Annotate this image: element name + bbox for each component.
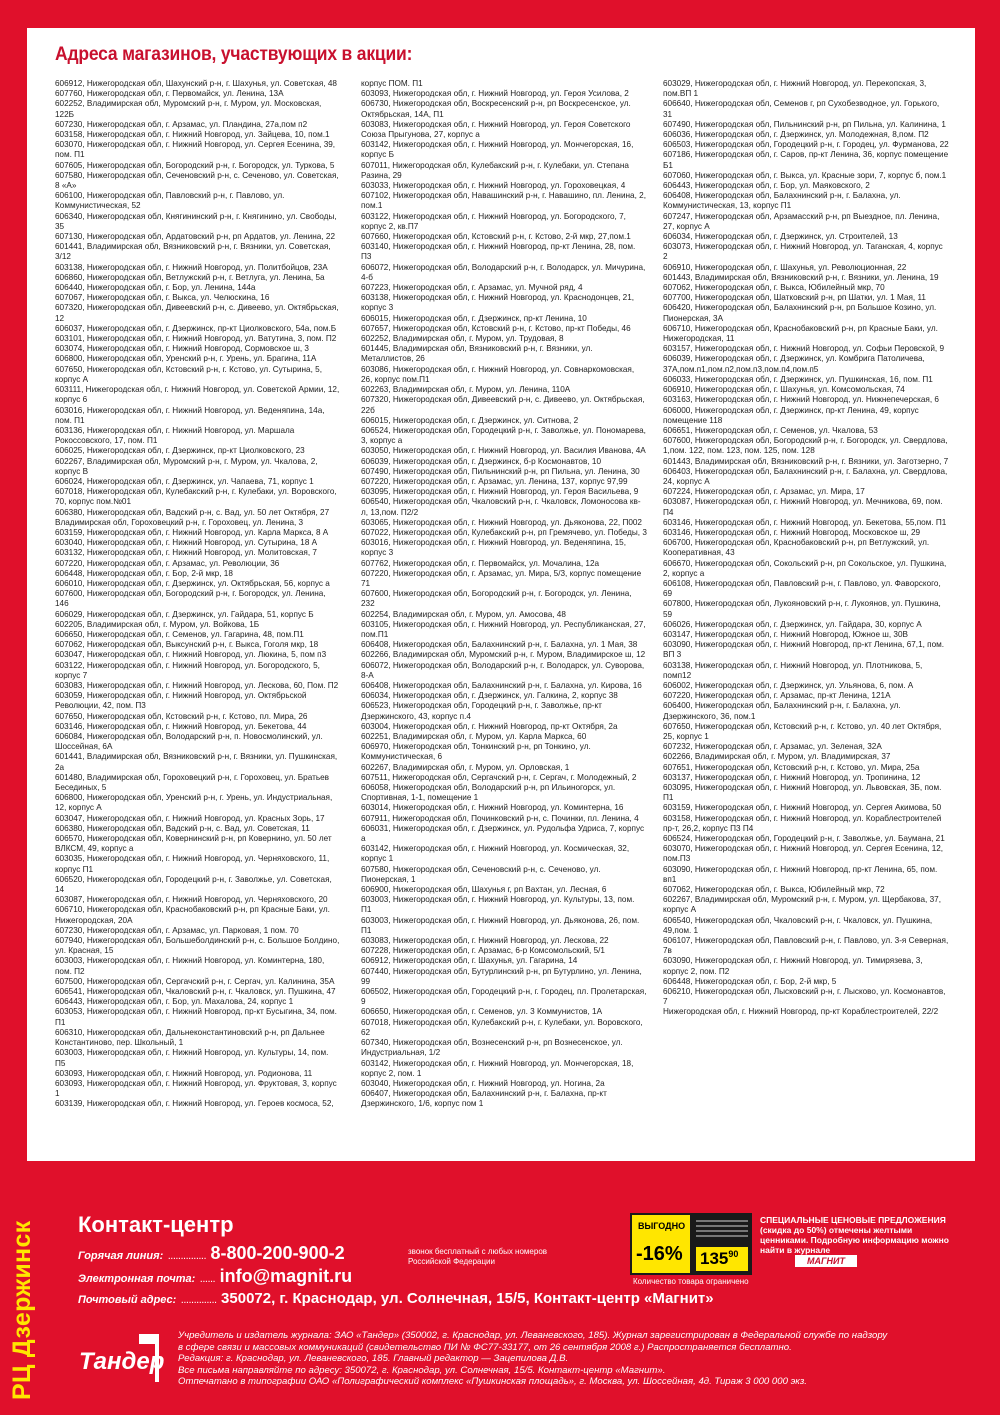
page-title: Адреса магазинов, участвующих в акции:	[55, 44, 413, 65]
store-address: 607062, Нижегородская обл, г. Выкса, Юбилейный мкр, 70	[663, 283, 885, 293]
store-address: 606651, Нижегородская обл, г. Семенов, ул. Чкалова, 53	[663, 425, 878, 435]
store-address: 603014, Нижегородская обл, г. Нижний Новгород, ул. Коминтерна, 16	[361, 803, 624, 813]
store-address: 606408, Нижегородская обл, Балахнинский р-н, г. Балахна, ул. 1 Мая, 38	[361, 640, 638, 650]
store-address: 603142, Нижегородская обл, г. Нижний Новгород, ул. Мончегорская, 18, корпус 2, пом. 1	[361, 1058, 634, 1078]
store-address: 603047, Нижегородская обл, г. Нижний Новгород, ул. Люкина, 5, пом п3	[55, 650, 327, 660]
store-address: 606710, Нижегородская обл, Краснобаковский р-н, рп Красные Баки, ул. Нижегородская, 11	[663, 323, 938, 344]
store-address: 607062, Нижегородская обл, г. Выкса, Юбилейный мкр, 72	[663, 885, 885, 895]
store-address: 606010, Нижегородская обл, г. Дзержинск, ул. Октябрьская, 56, корпус а	[55, 578, 330, 588]
store-address: 603122, Нижегородская обл, г. Нижний Новгород, ул. Богородского, 5, корпус 7	[55, 660, 320, 680]
store-address: 603050, Нижегородская обл, г. Нижний Новгород, ул. Василия Иванова, 4А	[361, 446, 646, 456]
store-address: 603111, Нижегородская обл, г. Нижний Новгород, ул. Советской Армии, 12, корпус 6	[55, 385, 340, 405]
store-address: 606910, Нижегородская обл, г. Шахунья, ул. Революционная, 22	[663, 262, 907, 272]
store-address: 607660, Нижегородская обл, Кстовский р-н, г. Кстово, 2-й мкр, 27,пом.1	[361, 232, 631, 242]
store-address: 607700, Нижегородская обл, Шатковский р-н, рп Шатки, ул. 1 Мая, 11	[663, 293, 926, 303]
legal-line: Редакция: г. Краснодар, ул. Леваневского, 185. Главный редактор — Зацепилова Д.В.	[178, 1353, 569, 1364]
store-address: 603033, Нижегородская обл, г. Нижний Новгород, ул. Гороховецкая, 4	[361, 181, 626, 191]
store-address: 602267, Владимирская обл, Муромский р-н, г. Муром, ул. Чкалова, 2, корпус В	[55, 456, 318, 476]
store-address: 607340, Нижегородская обл, Вознесенский р-н, рп Вознесенское, ул. Индустриальная, 1/2	[361, 1038, 623, 1058]
hotline-row	[78, 1243, 345, 1264]
store-address: 606540, Нижегородская обл, Чкаловский р-н, г. Чкаловск, ул. Пушкина, 49,пом. 1	[663, 915, 933, 935]
promo-price: $135^{90}$	[700, 1249, 739, 1268]
store-address: 606640, Нижегородская обл, Семенов г, рп Сухобезводное, ул. Горького, 31	[663, 99, 940, 119]
store-address: 607130, Нижегородская обл, Ардатовский р-н, рп Ардатов, ул. Ленина, 22	[55, 232, 336, 242]
store-address: 603095, Нижегородская обл, г. Нижний Новгород, ул. Героя Васильева, 9	[361, 487, 639, 497]
store-address: 603157, Нижегородская обл, г. Нижний Новгород, ул. Софьи Перовской, 9	[663, 344, 944, 354]
store-address: корпус ПОМ. П1	[361, 79, 423, 88]
store-address: 606440, Нижегородская обл, г. Бор, ул. Ленина, 144а	[55, 283, 256, 293]
store-address: 603101, Нижегородская обл, г. Нижний Новгород, ул. Ватутина, 3, пом. П2	[55, 334, 337, 344]
store-address: 606670, Нижегородская обл, Сокольский р-н, рп Сокольское, ул. Пушкина, 2, корпус а	[663, 558, 947, 578]
address-column-3	[663, 79, 949, 1154]
store-address: 606448, Нижегородская обл, г. Бор, 2-й мкр, 5	[663, 976, 837, 986]
store-address: 606650, Нижегородская обл, г. Семенов, ул. Гагарина, 48, пом.П1	[55, 629, 304, 639]
store-address: 606039, Нижегородская обл, г. Дзержинск, б-р Космонавтов, 10	[361, 456, 601, 466]
store-address: 603029, Нижегородская обл, г. Нижний Новгород, ул. Перекопская, 3, пом.ВП 1	[663, 79, 927, 99]
store-address: 602267, Владимирская обл, Муромский р-н, г. Муром, ул. Щербакова, 37, корпус А	[663, 895, 941, 915]
store-address: 606037, Нижегородская обл, г. Дзержинск, пр-кт Циолковского, 54а, пом.Б	[55, 323, 337, 333]
legal-line: в сфере связи и массовых коммуникаций (свидетельство ПИ № ФС77-33177, от 26 сентября 2008 г.) Распространяется бесплатно.	[178, 1341, 792, 1353]
store-address: 606072, Нижегородская обл, Володарский р-н, г. Володарск, ул. Мичурина, 4-б	[361, 262, 646, 282]
store-address: 606443, Нижегородская обл, г. Бор, ул. Махалова, 24, корпус 1	[55, 997, 294, 1007]
store-address: 606034, Нижегородская обл, г. Дзержинск, ул. Галкина, 2, корпус 38	[361, 691, 618, 701]
store-address: 603047, Нижегородская обл, г. Нижний Новгород, ул. Красных Зорь, 17	[55, 813, 325, 823]
store-address: 606107, Нижегородская обл, Павловский р-н, г. Павлово, ул. 3-я Северная, 7в	[663, 936, 949, 956]
store-address: 606015, Нижегородская обл, г. Дзержинск, пр-кт Ленина, 10	[361, 313, 587, 323]
hotline-number[interactable]: 8-800-200-900-2	[210, 1243, 345, 1263]
store-address: 603139, Нижегородская обл, г. Нижний Новгород, ул. Героев космоса, 52,	[55, 1099, 334, 1109]
store-address: 602267, Владимирская обл, г. Муром, ул. Орловская, 1	[361, 762, 570, 772]
store-address: 606860, Нижегородская обл, Ветлужский р-н, г. Ветлуга, ул. Ленина, 5а	[55, 272, 325, 282]
store-address: 606448, Нижегородская обл, г. Бор, 2-й мкр, 18	[55, 568, 233, 578]
store-address: 607600, Нижегородская обл, Богородский р-н, г. Богородск, ул. Свердлова, 1,пом. 122, пом. 123, пом. 125, пом. 128	[663, 436, 948, 456]
store-address: 607228, Нижегородская обл, г. Арзамас, 6-р Комсомольский, 5/1	[361, 946, 605, 956]
address-column-2	[361, 79, 647, 1154]
store-address: 603035, Нижегородская обл, г. Нижний Новгород, ул. Черняховского, 11, корпус П1	[55, 854, 330, 874]
promo-discount: -16%	[636, 1243, 683, 1265]
store-address: 606400, Нижегородская обл, Балахнинский р-н, г. Балахна, ул. Дзержинского, 36, пом.1	[663, 701, 901, 721]
store-address: 607490, Нижегородская обл, Пильнинский р-н, рп Пильна, ул. Ленина, 30	[361, 466, 640, 476]
store-address: 603083, Нижегородская обл, г. Нижний Новгород, ул. Лескова, 22	[361, 936, 609, 946]
store-address: 606912, Нижегородская обл, г. Шахунья, ул. Гагарина, 14	[361, 956, 578, 966]
store-address: 607220, Нижегородская обл, г. Арзамас, ул. Мира, 5/3, корпус помещение 71	[361, 568, 642, 588]
postal-dots: ..............	[180, 1294, 217, 1306]
legal-line: Учредитель и издатель журнала: ЗАО «Тандер» (350002, г. Краснодар, ул. Леваневского, 185). Журнал зарегистрирован в Федеральной службе по надзору	[178, 1330, 888, 1341]
store-address: 603146, Нижегородская обл, г. Нижний Новгород, ул. Бекетова, 44	[55, 721, 307, 731]
store-address: 603083, Нижегородская обл, г. Нижний Новгород, ул. Героя Советского Союза Прыгунова, 27, корпус а	[361, 119, 631, 140]
store-address: 606036, Нижегородская обл, г. Дзержинск, ул. Молодежная, 8,пом. П2	[663, 130, 929, 140]
store-address: 607762, Нижегородская обл, г. Первомайск, ул. Мочалина, 12а	[361, 558, 600, 568]
store-address: 607580, Нижегородская обл, Сеченовский р-н, с. Сеченово, ул. Советская, 8 «А»	[55, 170, 339, 191]
store-address: 606108, Нижегородская обл, Павловский р-н, г. Павлово, ул. Фаворского, 69	[663, 578, 941, 599]
store-address: 603040, Нижегородская обл, г. Нижний Новгород, ул. Сутырина, 18 А	[55, 538, 318, 548]
store-address: 607657, Нижегородская обл, Кстовский р-н, г. Кстово, пр-кт Победы, 46	[361, 323, 631, 333]
store-address: 606310, Нижегородская обл, Дальнеконстантиновский р-н, рп Дальнее Константиново, пер. Школьный, 1	[55, 1027, 325, 1048]
store-address: 606058, Нижегородская обл, Володарский р-н, рп Ильиногорск, ул. Спортивная, 1-1, помещение 1	[361, 783, 616, 803]
store-address: 606503, Нижегородская обл, Городецкий р-н, г. Городец, ул. Фурманова, 22	[663, 140, 949, 150]
store-address: 606000, Нижегородская обл, г. Дзержинск, пр-кт Ленина, 49, корпус помещение 118	[663, 405, 919, 425]
store-address: 606408, Нижегородская обл, Балахнинский р-н, г. Балахна, ул. Коммунистическая, 13, корпус П1	[663, 191, 901, 211]
store-address: 606029, Нижегородская обл, г. Дзержинск, ул. Гайдара, 51, корпус Б	[55, 609, 314, 619]
postal-address: 350072, г. Краснодар, ул. Солнечная, 15/5, Контакт-центр «Магнит»	[221, 1290, 714, 1307]
magnit-logo: МАГНИТ	[795, 1255, 857, 1267]
store-address: 607600, Нижегородская обл, Богородский р-н, г. Богородск, ул. Ленина, 232	[361, 589, 632, 609]
store-address: 607490, Нижегородская обл, Пильнинский р-н, рп Пильна, ул. Калинина, 1	[663, 119, 946, 129]
store-address: 603138, Нижегородская обл, г. Нижний Новгород, ул. Краснодонцев, 21, корпус 3	[361, 293, 635, 313]
store-address: 607320, Нижегородская обл, Дивеевский р-н, с. Дивеево, ул. Октябрьская, 12	[55, 303, 339, 323]
store-address: 606340, Нижегородская обл, Княгининский р-н, г. Княгинино, ул. Свободы, 35	[55, 211, 337, 231]
rc-label: РЦ Дзержинск	[8, 1220, 36, 1400]
store-address: 607223, Нижегородская обл, г. Арзамас, ул. Мучной ряд, 4	[361, 283, 583, 293]
email-row	[78, 1266, 352, 1287]
store-address: 603003, Нижегородская обл, г. Нижний Новгород, ул. Культуры, 14, пом. П5	[55, 1048, 329, 1068]
hotline-label: Горячая линия:	[78, 1250, 164, 1262]
email-label: Электронная почта:	[78, 1273, 196, 1285]
store-address: 606910, Нижегородская обл, г. Шахунья, ул. Комсомольская, 74	[663, 385, 905, 395]
store-address: 606408, Нижегородская обл, Балахнинский р-н, г. Балахна, ул. Кирова, 16	[361, 680, 642, 690]
store-address: 603087, Нижегородская обл, г. Нижний Новгород, ул. Черняховского, 20	[55, 895, 328, 905]
store-address: 601441, Владимирская обл, Вязниковский р-н, г. Вязники, ул. Пушкинская, 2а	[55, 752, 338, 772]
store-address: 606540, Нижегородская обл, Чкаловский р-н, г. Чкаловск, Ломоносова кв-л, 13,пом. П2/2	[361, 497, 641, 517]
store-address: 607650, Нижегородская обл, Кстовский р-н, г. Кстово, ул. Сутырина, 5, корпус А	[55, 364, 322, 384]
address-column-1	[55, 79, 341, 1154]
store-address: 607067, Нижегородская обл, г. Выкса, ул. Челюскина, 16	[55, 293, 270, 303]
store-address: 607940, Нижегородская обл, Большеболдинский р-н, с. Большое Болдино, ул. Красная, 15	[55, 936, 340, 956]
store-address: 606523, Нижегородская обл, Городецкий р-н, г. Заволжье, пр-кт Дзержинского, 43, корпус п.4	[361, 701, 602, 721]
store-address: 603142, Нижегородская обл, г. Нижний Новгород, ул. Космическая, 32, корпус 1	[361, 844, 630, 864]
store-address: 606015, Нижегородская обл, г. Дзержинск, ул. Ситнова, 2	[361, 415, 579, 425]
store-address: 606210, Нижегородская обл, Лысковский р-н, г. Лысково, ул. Космонавтов, 7	[663, 987, 946, 1007]
store-address: 603059, Нижегородская обл, г. Нижний Новгород, ул. Октябрьской Революции, 42, пом. П3	[55, 691, 307, 711]
store-address: 606407, Нижегородская обл, Балахнинский р-н, г. Балахна, пр-кт Дзержинского, 1/6, корпус пом 1	[361, 1089, 607, 1109]
promo-price-box	[696, 1247, 748, 1271]
store-address: 603086, Нижегородская обл, г. Нижний Новгород, ул. Совнаркомовская, 26, корпус пом.П1	[361, 364, 635, 384]
store-address: 603004, Нижегородская обл, г. Нижний Новгород, пр-кт Октября, 2а	[361, 721, 618, 731]
store-address: 603093, Нижегородская обл, г. Нижний Новгород, ул. Героя Усилова, 2	[361, 89, 629, 99]
store-address: 603087, Нижегородская обл, г. Нижний Новгород, ул. Мечникова, 69, пом. П4	[663, 497, 943, 517]
store-address: 606024, Нижегородская обл, г. Дзержинск, ул. Чапаева, 71, корпус 1	[55, 476, 314, 486]
store-address: 603070, Нижегородская обл, г. Нижний Новгород, ул. Сергея Есенина, 39, пом. П1	[55, 140, 336, 160]
tander-logo	[79, 1328, 165, 1386]
store-address: 607018, Нижегородская обл, Кулебакский р-н, г. Кулебаки, ул. Воровского, 70, корпус пом.№01	[55, 487, 337, 507]
store-address: 607760, Нижегородская обл, г. Первомайск, ул. Ленина, 13А	[55, 89, 284, 99]
store-address: 603065, Нижегородская обл, г. Нижний Новгород, ул. Дьяконова, 22, П002	[361, 517, 642, 527]
store-address: 603090, Нижегородская обл, г. Нижний Новгород, пр-кт Ленина, 67,1, пом. ВП 3	[663, 640, 945, 660]
store-address: 607220, Нижегородская обл, г. Арзамас, ул. Ленина, 137, корпус 97,99	[361, 476, 628, 486]
store-address: 607800, Нижегородская обл, Лукояновский р-н, г. Лукоянов, ул. Пушкина, 59	[663, 599, 941, 619]
store-address: 606072, Нижегородская обл, Володарский р-н, г. Володарск, ул. Суворова, 8-А	[361, 660, 645, 680]
store-address: 607440, Нижегородская обл, Бутурлинский р-н, рп Бутурлино, ул. Ленина, 99	[361, 966, 642, 986]
store-address: 603073, Нижегородская обл, г. Нижний Новгород, ул. Таганская, 4, корпус 2	[663, 242, 943, 262]
store-address: 606650, Нижегородская обл, г. Семенов, ул. 3 Коммунистов, 1А	[361, 1007, 603, 1017]
store-address: 607022, Нижегородская обл, Кулебакский р-н, рп Гремячево, ул. Победы, 3	[361, 527, 647, 537]
store-address: 607650, Нижегородская обл, Кстовский р-н, г. Кстово, ул. 40 лет Октября, 25, корпус 1	[663, 721, 942, 741]
store-address: 607230, Нижегородская обл, г. Арзамас, ул. Парковая, 1 пом. 70	[55, 925, 299, 935]
store-address: 602266, Владимирская обл, г. Муром, ул. Владимирская, 37	[663, 752, 891, 762]
store-address: 606800, Нижегородская обл, Уренский р-н, г. Урень, ул. Индустриальная, 12, корпус А	[55, 793, 333, 813]
store-address: 603158, Нижегородская обл, г. Нижний Новгород, ул. Зайцева, 10, пом.1	[55, 130, 330, 140]
postal-row	[78, 1290, 714, 1308]
store-address: 602266, Владимирская обл, Муромский р-н, г. Муром, Владимирское ш, 12	[361, 650, 646, 660]
store-address: 603147, Нижегородская обл, г. Нижний Новгород, Южное ш, 30В	[663, 629, 908, 639]
store-address: 606710, Нижегородская обл, Краснобаковский р-н, рп Красные Баки, ул. Нижегородская, 20А	[55, 905, 330, 925]
store-address: 603093, Нижегородская обл, г. Нижний Новгород, ул. Родионова, 11	[55, 1068, 313, 1078]
store-address: 603003, Нижегородская обл, г. Нижний Новгород, ул. Дьяконова, 26, пом. П1	[361, 915, 640, 935]
store-address: 606443, Нижегородская обл, г. Бор, ул. Маяковского, 2	[663, 181, 870, 191]
store-address: 603053, Нижегородская обл, г. Нижний Новгород, пр-кт Бусыгина, 34, пом. П1	[55, 1007, 337, 1027]
store-address: 606524, Нижегородская обл, Городецкий р-н, г. Заволжье, ул. Баумана, 21	[663, 834, 945, 844]
store-address: 606570, Нижегородская обл, Ковернинский р-н, рп Ковернино, ул. 50 лет ВЛКСМ, 49, корпус а	[55, 834, 332, 854]
store-address: 602254, Владимирская обл, г. Муром, ул. Амосова, 48	[361, 609, 566, 619]
tander-logo-text: Тандер	[79, 1348, 165, 1375]
store-address: 603138, Нижегородская обл, г. Нижний Новгород, ул. Политбойцов, 23А	[55, 262, 328, 272]
legal-info	[178, 1330, 978, 1388]
store-address: 607220, Нижегородская обл, г. Арзамас, ул. Революции, 36	[55, 558, 280, 568]
store-address: 603090, Нижегородская обл, г. Нижний Новгород, ул. Тимирязева, 3, корпус 2, пом. П2	[663, 956, 923, 976]
store-address: 607911, Нижегородская обл, Починковский р-н, с. Починки, пл. Ленина, 4	[361, 813, 639, 823]
store-address: 607102, Нижегородская обл, Навашинский р-н, г. Навашино, пл. Ленина, 2, пом.1	[361, 191, 646, 211]
store-address: 603003, Нижегородская обл, г. Нижний Новгород, ул. Культуры, 13, пом. П1	[361, 895, 635, 915]
store-address: Нижегородская обл, г. Нижний Новгород, пр-кт Кораблестроителей, 22/2	[663, 1007, 939, 1017]
hotline-dots: ...............	[167, 1250, 207, 1262]
store-address: 601443, Владимирская обл, Вязниковский р-н, г. Вязники, ул. Ленина, 19	[663, 272, 939, 282]
store-address: 607062, Нижегородская обл, Выксунский р-н, г. Выкса, Гоголя мкр, 18	[55, 640, 319, 650]
store-address: 606033, Нижегородская обл, г. Дзержинск, ул. Пушкинская, 16, пом. П1	[663, 374, 933, 384]
store-address: 603074, Нижегородская обл, г. Нижний Новгород, Сормовское ш, 3	[55, 344, 309, 354]
store-address: 603003, Нижегородская обл, г. Нижний Новгород, ул. Коминтерна, 180, пом. П2	[55, 956, 325, 976]
store-address: 601445, Владимирская обл, Вязниковский р-н, г. Вязники, ул. Металлистов, 26	[361, 344, 593, 364]
store-address: 602252, Владимирская обл, г. Муром, ул. Трудовая, 8	[361, 334, 564, 344]
store-address: 602251, Владимирская обл, г. Муром, ул. Карла Маркса, 60	[361, 732, 587, 741]
promo-text-lines	[696, 1217, 748, 1240]
store-address: 607186, Нижегородская обл, г. Саров, пр-кт Ленина, 36, корпус помещение Б1	[663, 150, 949, 170]
store-address: 606900, Нижегородская обл, Шахунья г, рп Вахтан, ул. Лесная, 6	[361, 885, 607, 895]
store-address: 606084, Нижегородская обл, Володарский р-н, п. Новосмолинский, ул. Шоссейная, 6А	[55, 732, 323, 752]
store-address: 606520, Нижегородская обл, Городецкий р-н, г. Заволжье, ул. Советская, 14	[55, 874, 332, 895]
special-offers-text: СПЕЦИАЛЬНЫЕ ЦЕНОВЫЕ ПРЕДЛОЖЕНИЯ (скидка до 50%) отмечены желтыми ценниками. Подробную информацию можно найти в журнале	[760, 1215, 949, 1255]
store-address: 607230, Нижегородская обл, г. Арзамас, ул. Пландина, 27а,пом п2	[55, 119, 308, 129]
store-address: 603095, Нижегородская обл, г. Нижний Новгород, ул. Львовская, 3Б, пом. П1	[663, 783, 942, 803]
store-address: 603105, Нижегородская обл, г. Нижний Новгород, ул. Республиканская, 27, пом.П1	[361, 619, 646, 639]
store-address: 607060, Нижегородская обл, г. Выкса, ул. Красные зори, 7, корпус б, пом.1	[663, 170, 947, 180]
store-address: 607651, Нижегородская обл, Кстовский р-н, г. Кстово, ул. Мира, 25а	[663, 762, 920, 772]
store-address: 607018, Нижегородская обл, Кулебакский р-н, г. Кулебаки, ул. Воровского, 62	[361, 1017, 643, 1037]
promo-price-tag	[630, 1213, 752, 1275]
store-address: 603090, Нижегородская обл, г. Нижний Новгород, пр-кт Ленина, 65, пом. вп1	[663, 864, 938, 884]
store-address: 601480, Владимирская обл, Гороховецкий р-н, г. Гороховец, ул. Братьев Бесединых, 5	[55, 772, 330, 793]
contact-center-title: Контакт-центр	[78, 1212, 234, 1237]
store-address: 606034, Нижегородская обл, г. Дзержинск, ул. Строителей, 13	[663, 232, 898, 242]
store-address: 606730, Нижегородская обл, Воскресенский р-н, рп Воскресенское, ул. Октябрьская, 14А, П1	[361, 99, 631, 119]
store-address: 606039, Нижегородская обл, г. Дзержинск, ул. Комбрига Патоличева, 37А,пом.п1,пом.п2,пом.п3,пом.п4,пом.п5	[663, 354, 925, 374]
store-address: 606380, Нижегородская обл, Вадский р-н, с. Вад, ул. 50 лет Октября, 27	[55, 507, 330, 517]
store-address: 603083, Нижегородская обл, г. Нижний Новгород, ул. Лескова, 60, Пом. П2	[55, 680, 339, 690]
store-address: 603138, Нижегородская обл, г. Нижний Новгород, ул. Плотникова, 5, помп12	[663, 660, 923, 680]
store-address: 606100, Нижегородская обл, Павловский р-н, г. Павлово, ул. Коммунистическая, 52	[55, 191, 285, 211]
store-address: 606031, Нижегородская обл, г. Дзержинск, ул. Рудольфа Удриса, 7, корпус а	[361, 823, 645, 844]
store-address: 603142, Нижегородская обл, г. Нижний Новгород, ул. Мончегорская, 16, корпус Б	[361, 140, 634, 160]
store-address: 606403, Нижегородская обл, Балахнинский р-н, г. Балахна, ул. Свердлова, 24, корпус А	[663, 466, 948, 486]
store-address: 607650, Нижегородская обл, Кстовский р-н, г. Кстово, пл. Мира, 26	[55, 711, 308, 721]
store-address: 607320, Нижегородская обл, Дивеевский р-н, с. Дивеево, ул. Октябрьская, 22б	[361, 395, 645, 415]
store-address: 601441, Владимирская обл, Вязниковский р-н, г. Вязники, ул. Советская, 3/12	[55, 242, 331, 262]
store-address: 607224, Нижегородская обл, г. Арзамас, ул. Мира, 17	[663, 487, 865, 497]
store-address: 606025, Нижегородская обл, г. Дзержинск, пр-кт Циолковского, 23	[55, 446, 305, 456]
store-address: 606502, Нижегородская обл, Городецкий р-н, г. Городец, пл. Пролетарская, 9	[361, 987, 647, 1007]
store-address: 606541, Нижегородская обл, Чкаловский р-н, г. Чкаловск, ул. Пушкина, 47	[55, 987, 336, 997]
store-address: 607511, Нижегородская обл, Сергачский р-н, г. Сергач, г. Молодежный, 2	[361, 772, 637, 782]
store-address: 606420, Нижегородская обл, Балахнинский р-н, рп Большое Козино, ул. Пионерская, 3А	[663, 303, 937, 323]
hotline-note: звонок бесплатный с любых номеров Российской Федерации	[408, 1247, 548, 1266]
store-address: 606380, Нижегородская обл, Вадский р-н, с. Вад, ул. Советская, 11	[55, 823, 310, 833]
store-address: 603122, Нижегородская обл, г. Нижний Новгород, ул. Богородского, 7, корпус 2, кв.П7	[361, 211, 626, 231]
store-address: 603158, Нижегородская обл, г. Нижний Новгород, ул. Кораблестроителей пр-т, 26,2, корпус П3 П4	[663, 813, 942, 833]
store-address: Владимирская обл, Гороховецкий р-н, г. Гороховец, ул. Ленина, 3	[55, 517, 304, 527]
promo-tag-yellow	[632, 1215, 690, 1273]
store-address: 603070, Нижегородская обл, г. Нижний Новгород, ул. Сергея Есенина, 12, пом.П3	[663, 844, 944, 864]
store-address: 607600, Нижегородская обл, Богородский р-н, г. Богородск, ул. Ленина, 146	[55, 589, 326, 609]
store-address: 607220, Нижегородская обл, г. Арзамас, пр-кт Ленина, 121А	[663, 691, 891, 701]
store-address: 603137, Нижегородская обл, г. Нижний Новгород, ул. Тропинина, 12	[663, 772, 921, 782]
email-link[interactable]: info@magnit.ru	[219, 1266, 353, 1286]
store-address: 606524, Нижегородская обл, Городецкий р-н, г. Заволжье, ул. Пономарева, 3, корпус а	[361, 425, 646, 446]
store-address: 607605, Нижегородская обл, Богородский р-н, г. Богородск, ул. Туркова, 5	[55, 160, 335, 170]
store-address: 603132, Нижегородская обл, г. Нижний Новгород, ул. Молитовская, 7	[55, 548, 317, 558]
store-address: 607500, Нижегородская обл, Сергачский р-н, г. Сергач, ул. Калинина, 35А	[55, 976, 335, 986]
store-address: 606800, Нижегородская обл, Уренский р-н, г. Урень, ул. Брагина, 11А	[55, 354, 317, 364]
tander-flag-icon	[139, 1334, 155, 1344]
store-address: 603159, Нижегородская обл, г. Нижний Новгород, ул. Карла Маркса, 8 А	[55, 527, 329, 537]
promo-label: ВЫГОДНО	[638, 1221, 686, 1231]
store-address: 601443, Владимирская обл, Вязниковский р-н, г. Вязники, ул. Заготзерно, 7	[663, 456, 949, 466]
postal-label: Почтовый адрес:	[78, 1294, 177, 1306]
email-dots: ......	[199, 1273, 216, 1285]
legal-line: Отпечатано в типографии ОАО «Полиграфический комплекс «Пушкинская площадь», г. Москва, ул. Шоссейная, 4д. Тираж 3 000 000 экз.	[178, 1376, 807, 1387]
store-address: 603016, Нижегородская обл, г. Нижний Новгород, ул. Веденяпина, 15, корпус 3	[361, 538, 627, 558]
store-address: 606912, Нижегородская обл, Шахунский р-н, г. Шахунья, ул. Советская, 48	[55, 79, 337, 88]
store-address: 606700, Нижегородская обл, Краснобаковский р-н, рп Ветлужский, ул. Кооперативная, 43	[663, 538, 930, 558]
store-address: 602205, Владимирская обл, г. Муром, ул. Войкова, 1Б	[55, 619, 260, 629]
store-address: 603136, Нижегородская обл, г. Нижний Новгород, ул. Маршала Рокоссовского, 17, пом. П1	[55, 425, 295, 446]
store-address: 607232, Нижегородская обл, г. Арзамас, ул. Зеленая, 32А	[663, 742, 882, 752]
store-address: 607580, Нижегородская обл, Сеченовский р-н, с. Сеченово, ул. Пионерская, 1	[361, 864, 601, 884]
store-address: 603040, Нижегородская обл, г. Нижний Новгород, ул. Ногина, 2а	[361, 1078, 605, 1088]
store-address: 606002, Нижегородская обл, г. Дзержинск, ул. Ульянова, 6, пом. А	[663, 680, 914, 690]
legal-line: Все письма направляйте по адресу: 350072, г. Краснодар, ул. Солнечная, 15/5. Контакт-центр «Магнит».	[178, 1364, 666, 1376]
store-address: 603016, Нижегородская обл, г. Нижний Новгород, ул. Веденяпина, 14а, пом. П1	[55, 405, 325, 425]
store-address: 607247, Нижегородская обл, Арзамасский р-н, рп Выездное, пл. Ленина, 27, корпус А	[663, 211, 940, 231]
store-address: 603093, Нижегородская обл, г. Нижний Новгород, ул. Фруктовая, 3, корпус 1	[55, 1078, 337, 1099]
store-address: 603163, Нижегородская обл, г. Нижний Новгород, ул. Нижнепечерская, 6	[663, 395, 939, 405]
store-address: 603140, Нижегородская обл, г. Нижний Новгород, пр-кт Ленина, 28, пом. П3	[361, 242, 636, 262]
store-address: 602263, Владимирская обл, г. Муром, ул. Ленина, 110А	[361, 385, 571, 395]
store-address: 607011, Нижегородская обл, Кулебакский р-н, г. Кулебаки, ул. Степана Разина, 29	[361, 160, 629, 180]
store-address: 603146, Нижегородская обл, г. Нижний Новгород, Московское ш, 29	[663, 527, 921, 537]
store-address: 606026, Нижегородская обл, г. Дзержинск, ул. Гайдара, 30, корпус А	[663, 619, 922, 629]
promo-caption: Количество товара ограничено	[633, 1277, 749, 1286]
store-address: 602252, Владимирская обл, Муромский р-н, г. Муром, ул. Московская, 122Б	[55, 99, 322, 119]
store-address: 606970, Нижегородская обл, Тонкинский р-н, рп Тонкино, ул. Коммунистическая, 6	[361, 742, 591, 762]
store-address: 603159, Нижегородская обл, г. Нижний Новгород, ул. Сергея Акимова, 50	[663, 803, 942, 813]
store-address: 603146, Нижегородская обл, г. Нижний Новгород, ул. Бекетова, 55,пом. П1	[663, 517, 947, 527]
promo-price-cents: 90	[728, 1249, 739, 1259]
